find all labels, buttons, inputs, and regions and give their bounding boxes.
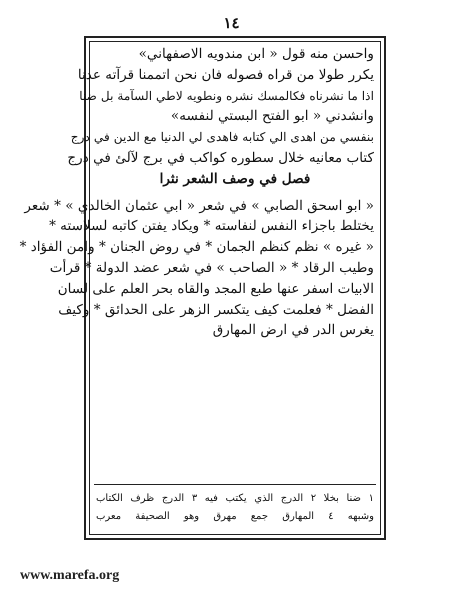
text-line: بنفسي من اهدى الي كتابه فاهدى لي الدنيا مع الدين في درج bbox=[70, 130, 374, 145]
body-text bbox=[19, 44, 374, 341]
text-line: يختلط باجزاء النفس لنفاسته * ويكاد يفتن كاتبه لسلاسته * bbox=[49, 218, 374, 235]
footnote-line: وشبهه ٤ المهارق جمع مهرق وهو الصحيفة معرب bbox=[96, 511, 374, 522]
text-line: يكرر طولا من قراه فصوله فان نحن اتممنا قرآته عدنا bbox=[77, 66, 374, 83]
footnote-line: ١ ضنا بخلا ٢ الدرج الذي يكتب فيه ٣ الدرج ظرف الكتاب bbox=[96, 493, 374, 504]
section-heading: فصل في وصف الشعر نثرا bbox=[159, 170, 311, 187]
text-line: وانشدني « ابو الفتح البستي لنفسه» bbox=[170, 108, 374, 125]
text-line: واحسن منه قول « ابن مندويه الاصفهاني» bbox=[138, 46, 374, 62]
text-line: « ابو اسحق الصابي » في شعر « ابي عثمان الخالدي » * شعر bbox=[24, 197, 374, 214]
text-line: الابيات اسفر عنها طبع المجد والقاه بحر العلم على لسان bbox=[57, 280, 374, 297]
page-number: ١٤ bbox=[223, 14, 240, 32]
footnote-divider bbox=[94, 484, 376, 485]
text-line: « غيره » نظم كنظم الجمان * في روض الجنان * وامن الفؤاد * bbox=[19, 239, 374, 256]
website-watermark: www.marefa.org bbox=[20, 568, 120, 583]
text-line: اذا ما نشرناه فكالمسك نشره ونطويه لاطي السآمة بل ضنا bbox=[79, 88, 374, 103]
text-frame bbox=[19, 36, 386, 540]
text-line: يغرس الدر في ارض المهارق bbox=[212, 322, 374, 339]
text-line: الفضل * فعلمت كيف يتكسر الزهر على الحدائق * وكيف bbox=[58, 301, 374, 318]
text-line: وطيب الرقاد * « الصاحب » في شعر عضد الدولة * قرأت bbox=[49, 259, 374, 276]
text-line: كتاب معانيه خلال سطوره كواكب في برج لآلئ في درج bbox=[67, 149, 374, 166]
footnotes bbox=[96, 490, 374, 526]
